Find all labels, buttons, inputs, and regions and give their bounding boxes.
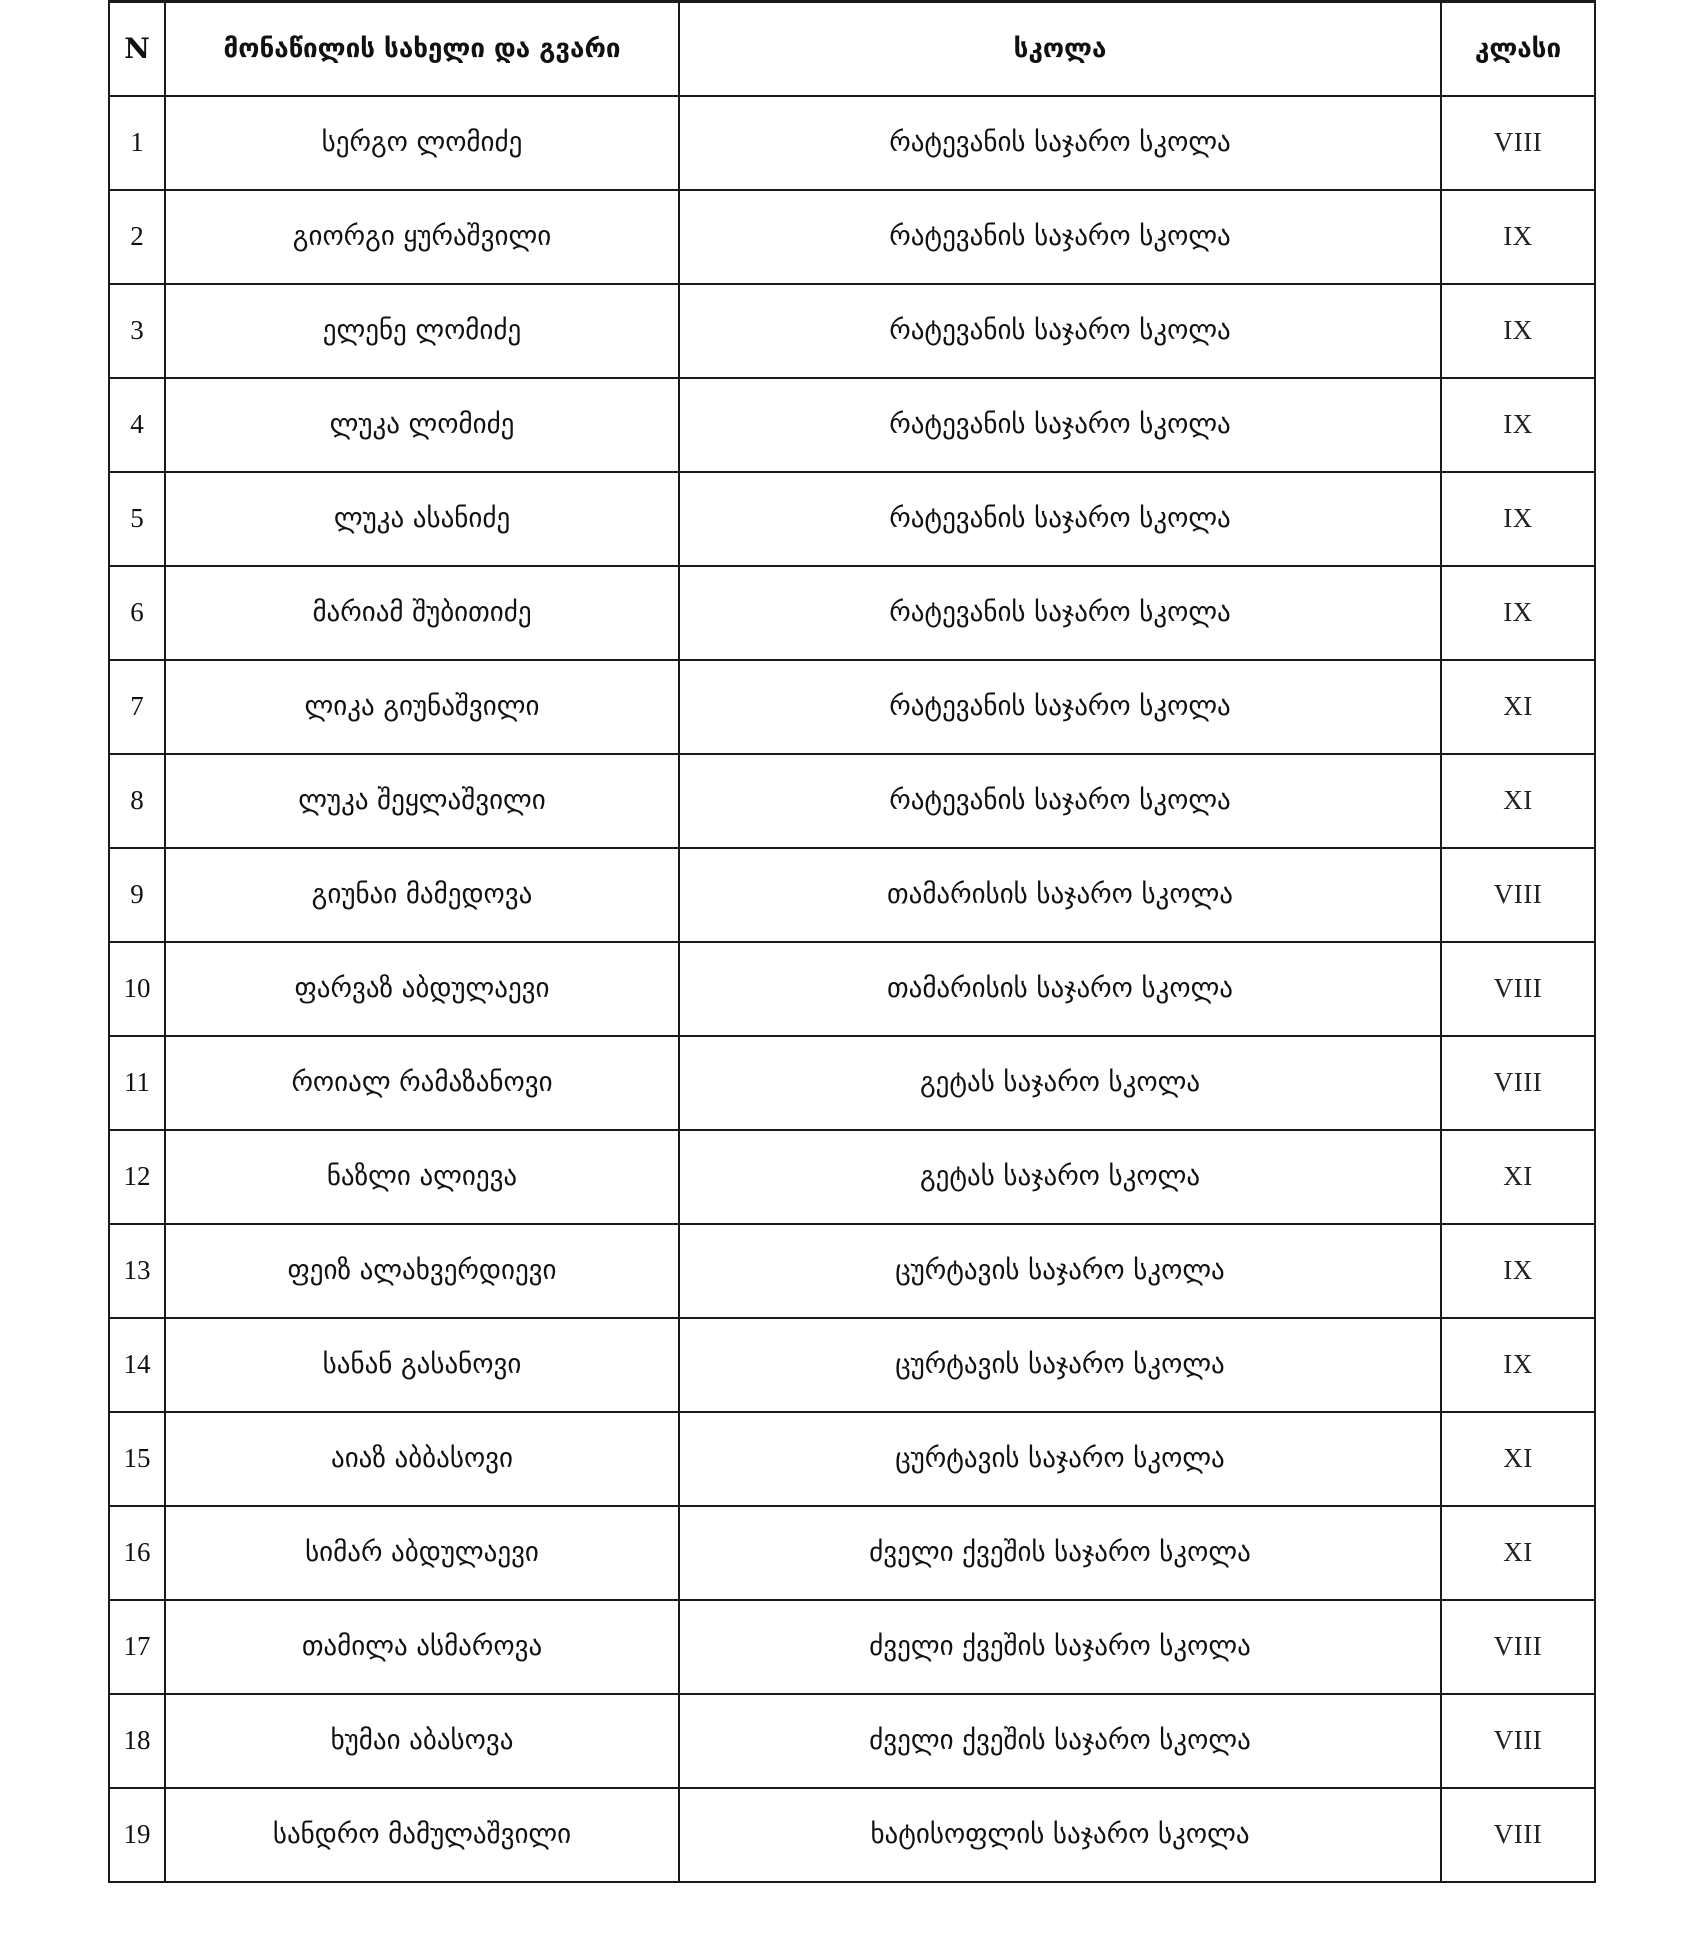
header-grade: კლასი [1441,2,1595,97]
participant-name: ლუკა ასანიძე [165,472,679,566]
school-name: რატევანის საჯარო სკოლა [679,190,1441,284]
row-number: 11 [109,1036,165,1130]
grade-value: IX [1441,1318,1595,1412]
row-number: 17 [109,1600,165,1694]
grade-value: VIII [1441,942,1595,1036]
participant-name: ლუკა ლომიძე [165,378,679,472]
table-row [109,1130,1595,1224]
participant-name: ელენე ლომიძე [165,284,679,378]
table-row [109,1036,1595,1130]
school-name: ხატისოფლის საჯარო სკოლა [679,1788,1441,1882]
table-row [109,566,1595,660]
school-name: ძველი ქვეშის საჯარო სკოლა [679,1506,1441,1600]
table-row [109,848,1595,942]
participant-name: სანან გასანოვი [165,1318,679,1412]
table-row [109,660,1595,754]
participant-name: გიორგი ყურაშვილი [165,190,679,284]
grade-value: XI [1441,754,1595,848]
row-number: 6 [109,566,165,660]
grade-value: XI [1441,1506,1595,1600]
table-row [109,1224,1595,1318]
school-name: ძველი ქვეშის საჯარო სკოლა [679,1600,1441,1694]
row-number: 19 [109,1788,165,1882]
participants-sheet [108,0,1594,1883]
school-name: ცურტავის საჯარო სკოლა [679,1224,1441,1318]
participants-table [108,0,1596,1883]
school-name: ცურტავის საჯარო სკოლა [679,1318,1441,1412]
participant-name: ხუმაი აბასოვა [165,1694,679,1788]
grade-value: VIII [1441,848,1595,942]
row-number: 7 [109,660,165,754]
grade-value: VIII [1441,1788,1595,1882]
grade-value: XI [1441,1130,1595,1224]
row-number: 4 [109,378,165,472]
header-number: N [109,2,165,97]
participant-name: ფარვაზ აბდულაევი [165,942,679,1036]
school-name: რატევანის საჯარო სკოლა [679,472,1441,566]
grade-value: VIII [1441,96,1595,190]
table-body [109,96,1595,1882]
grade-value: IX [1441,566,1595,660]
row-number: 5 [109,472,165,566]
school-name: რატევანის საჯარო სკოლა [679,378,1441,472]
table-row [109,190,1595,284]
row-number: 16 [109,1506,165,1600]
participant-name: ლუკა შეყლაშვილი [165,754,679,848]
row-number: 8 [109,754,165,848]
table-row [109,1694,1595,1788]
row-number: 2 [109,190,165,284]
school-name: რატევანის საჯარო სკოლა [679,566,1441,660]
participant-name: სერგო ლომიძე [165,96,679,190]
grade-value: XI [1441,660,1595,754]
participant-name: ნაზლი ალიევა [165,1130,679,1224]
participant-name: თამილა ასმაროვა [165,1600,679,1694]
table-row [109,942,1595,1036]
table-row [109,754,1595,848]
grade-value: VIII [1441,1694,1595,1788]
row-number: 12 [109,1130,165,1224]
grade-value: XI [1441,1412,1595,1506]
school-name: ცურტავის საჯარო სკოლა [679,1412,1441,1506]
grade-value: IX [1441,378,1595,472]
grade-value: IX [1441,472,1595,566]
table-row [109,472,1595,566]
school-name: გეტას საჯარო სკოლა [679,1130,1441,1224]
participant-name: სანდრო მამულაშვილი [165,1788,679,1882]
participant-name: ლიკა გიუნაშვილი [165,660,679,754]
school-name: რატევანის საჯარო სკოლა [679,96,1441,190]
school-name: რატევანის საჯარო სკოლა [679,660,1441,754]
table-row [109,378,1595,472]
table-row [109,96,1595,190]
school-name: გეტას საჯარო სკოლა [679,1036,1441,1130]
participant-name: სიმარ აბდულაევი [165,1506,679,1600]
row-number: 13 [109,1224,165,1318]
header-school: სკოლა [679,2,1441,97]
row-number: 14 [109,1318,165,1412]
table-row [109,1600,1595,1694]
school-name: რატევანის საჯარო სკოლა [679,284,1441,378]
row-number: 3 [109,284,165,378]
grade-value: IX [1441,190,1595,284]
header-row [109,2,1595,97]
row-number: 1 [109,96,165,190]
row-number: 18 [109,1694,165,1788]
row-number: 10 [109,942,165,1036]
header-participant-name: მონაწილის სახელი და გვარი [165,2,679,97]
grade-value: VIII [1441,1600,1595,1694]
participant-name: გიუნაი მამედოვა [165,848,679,942]
row-number: 15 [109,1412,165,1506]
school-name: ძველი ქვეშის საჯარო სკოლა [679,1694,1441,1788]
table-row [109,284,1595,378]
table-row [109,1412,1595,1506]
participant-name: მარიამ შუბითიძე [165,566,679,660]
grade-value: VIII [1441,1036,1595,1130]
table-row [109,1318,1595,1412]
table-row [109,1506,1595,1600]
table-row [109,1788,1595,1882]
row-number: 9 [109,848,165,942]
school-name: თამარისის საჯარო სკოლა [679,848,1441,942]
participant-name: როიალ რამაზანოვი [165,1036,679,1130]
participant-name: აიაზ აბბასოვი [165,1412,679,1506]
school-name: თამარისის საჯარო სკოლა [679,942,1441,1036]
participant-name: ფეიზ ალახვერდიევი [165,1224,679,1318]
grade-value: IX [1441,284,1595,378]
grade-value: IX [1441,1224,1595,1318]
school-name: რატევანის საჯარო სკოლა [679,754,1441,848]
